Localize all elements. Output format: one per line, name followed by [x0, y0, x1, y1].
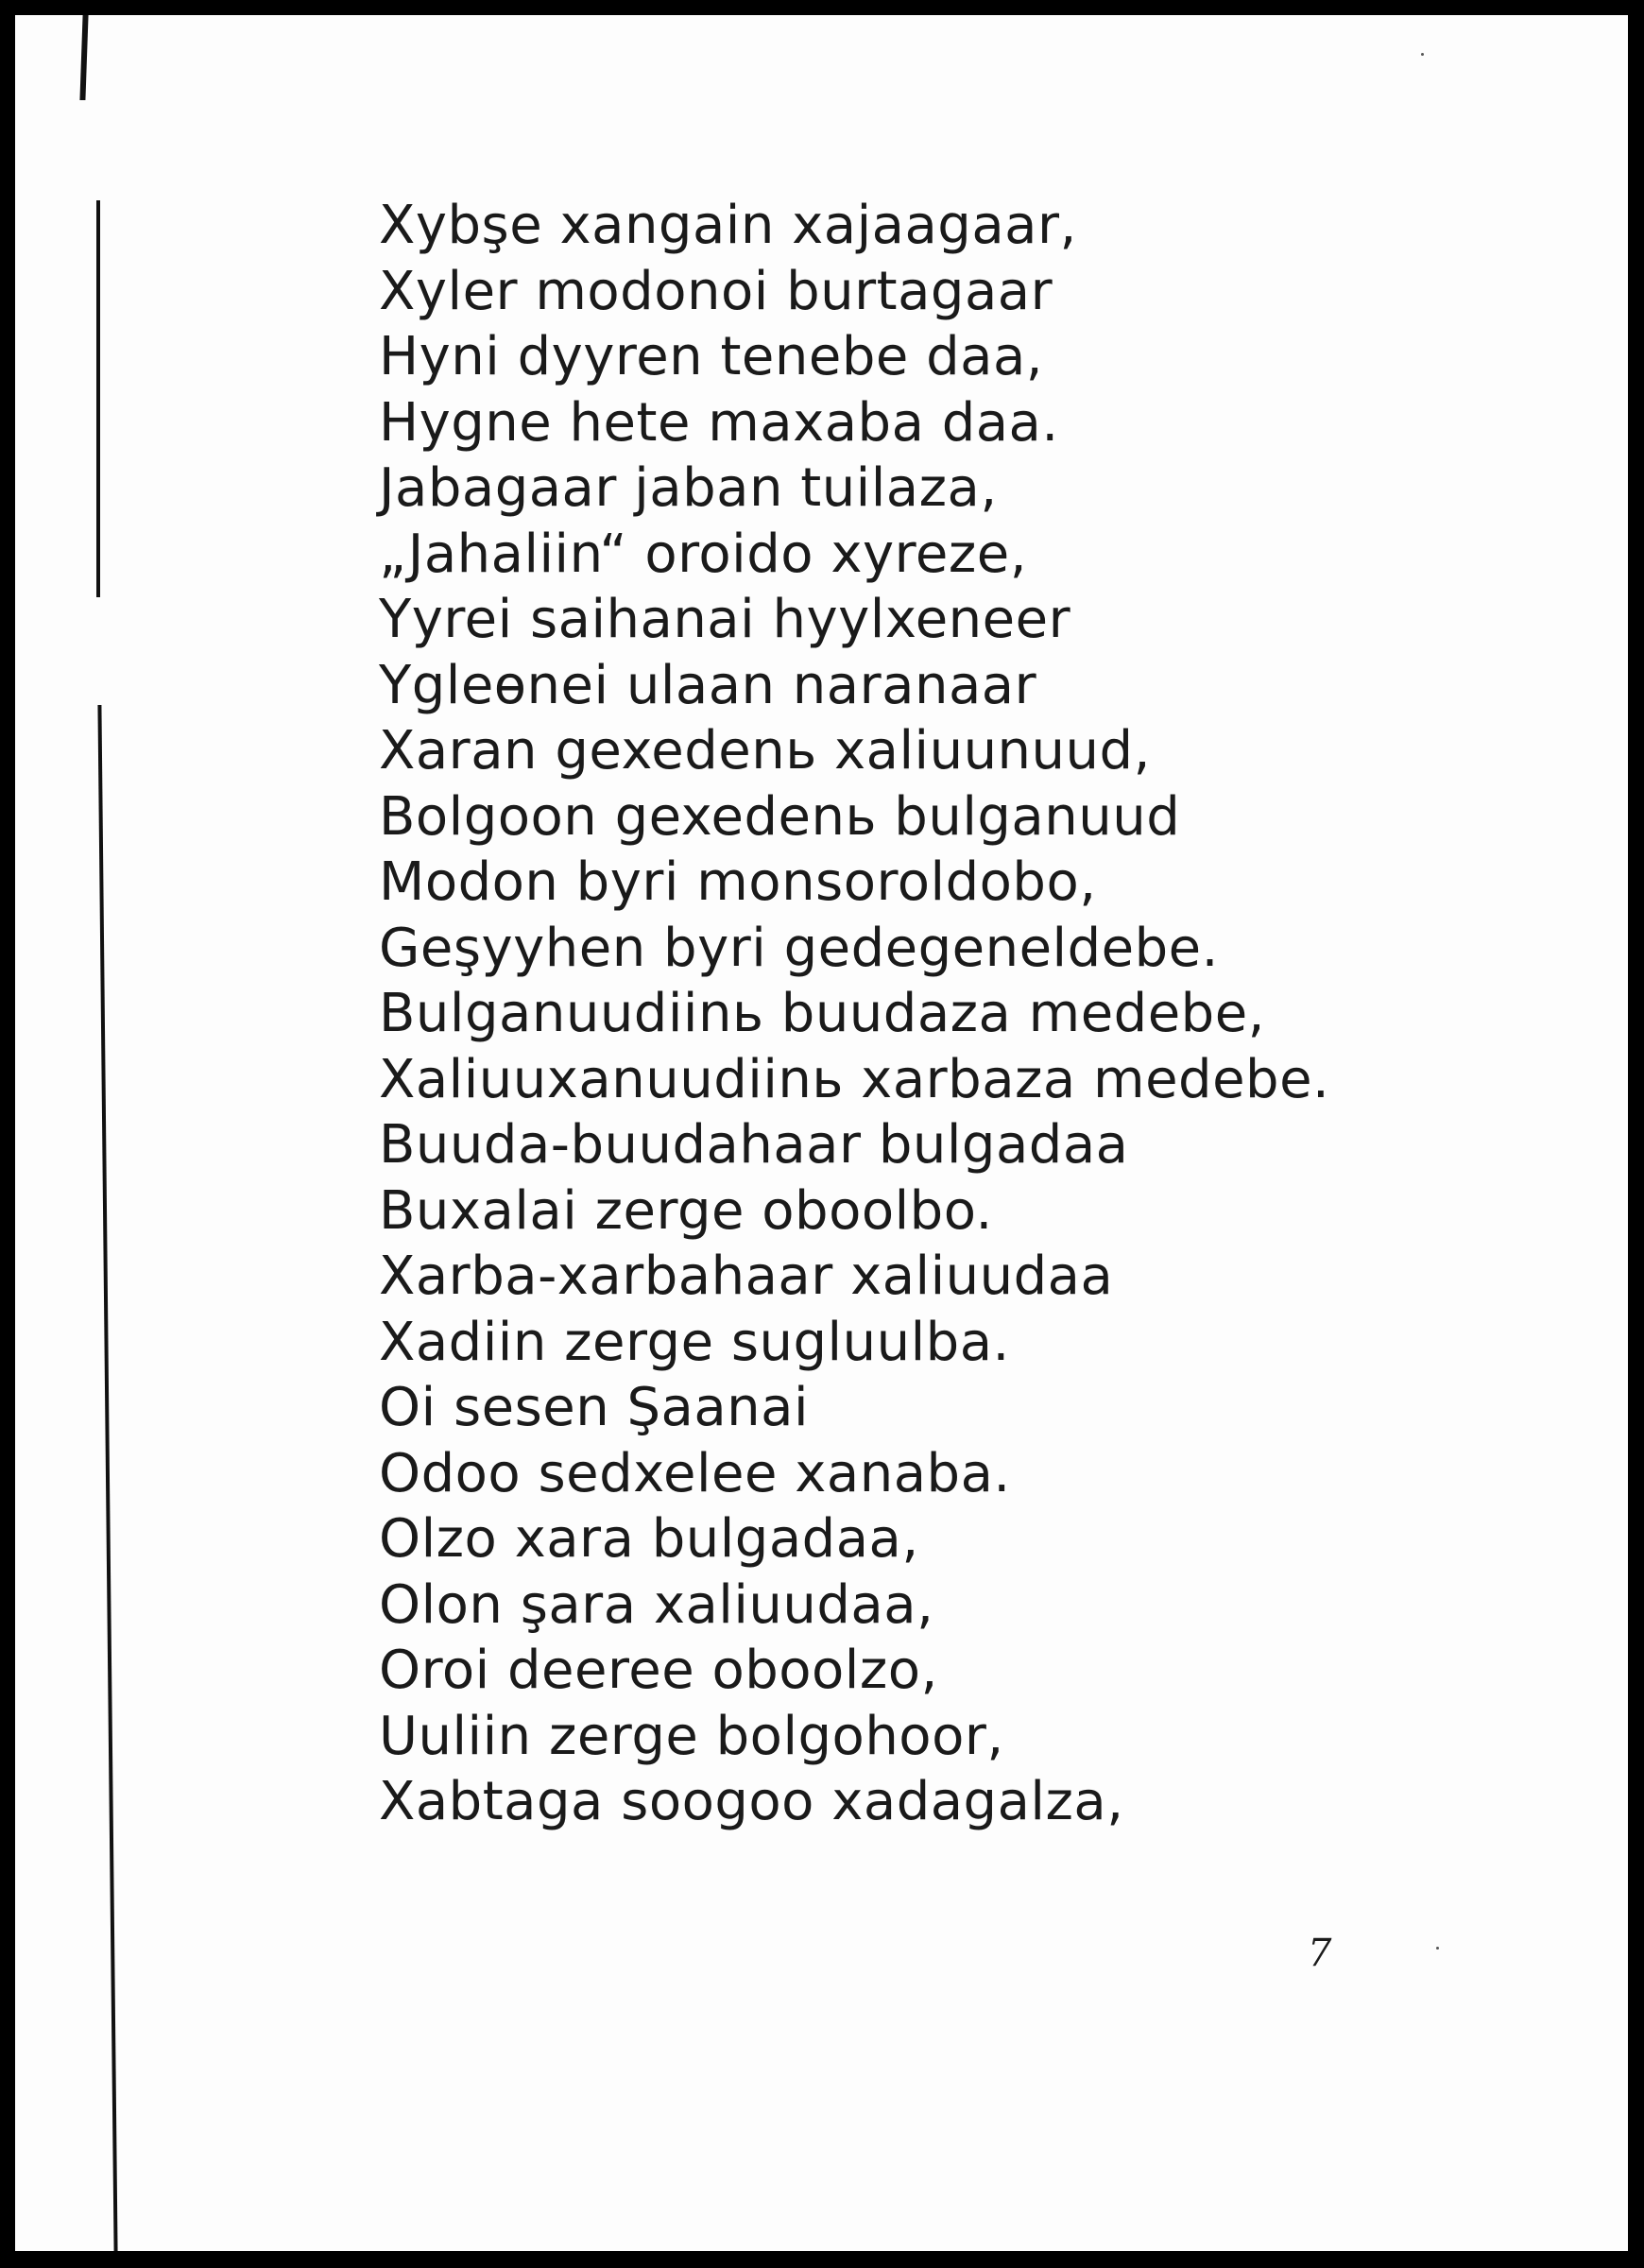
poem-line: Geşyyhen byri gedegeneldebe. — [379, 917, 1219, 979]
scanned-page — [15, 15, 1628, 2251]
poem-line: Xyler modonoi burtagaar — [379, 260, 1053, 322]
poem-line: Hygne hete maxaba daa. — [379, 391, 1059, 454]
page-number: 7 — [1308, 1932, 1332, 1975]
poem-line: Odoo sedxelee xanaba. — [379, 1442, 1011, 1504]
poem-line: Xarba-xarbahaar xaliuudaa — [379, 1246, 1114, 1307]
poem-line: Xadiin zerge sugluulba. — [379, 1311, 1010, 1373]
edge-shadow — [96, 200, 100, 597]
poem-line: Buuda-buudahaar bulgadaa — [379, 1114, 1129, 1176]
poem-line: Oi sesen Şaanai — [379, 1377, 810, 1438]
poem-line: Bolgoon gexedenь bulganuud — [379, 785, 1181, 848]
poem-line: Yyrei saihanai hyylxeneer — [379, 589, 1071, 650]
poem-line: Hyni dyyren tenebe daa, — [379, 326, 1044, 387]
edge-shadow — [97, 705, 117, 2251]
poem-line: Olon şara xaliuudaa, — [379, 1573, 934, 1636]
poem-line: Buxalai zerge oboolbo. — [379, 1179, 993, 1242]
poem-line: Xaran gexedenь xaliuunuud, — [379, 720, 1151, 782]
poem-line: Xabtaga soogoo xadagalza, — [379, 1771, 1124, 1832]
binding-mark — [79, 15, 88, 100]
poem-line: Olzo xara bulgadaa, — [379, 1508, 919, 1570]
poem-line: Bulganuudiinь buudaza medebe, — [379, 983, 1265, 1044]
poem-line: Oroi deeree oboolzo, — [379, 1640, 938, 1701]
scan-speck — [1436, 1947, 1439, 1950]
poem-line: Modon byri monsoroldobo, — [379, 851, 1097, 913]
poem-line: Ygleөnei ulaan naranaar — [379, 654, 1037, 716]
poem-line: Xaliuuxanuudiinь xarbaza medebe. — [379, 1048, 1330, 1110]
scan-speck — [1421, 53, 1424, 56]
poem-text — [379, 193, 1329, 1835]
poem-line: Xybşe xangain xajaagaar, — [379, 195, 1077, 256]
poem-line: Uuliin zerge bolgohoor, — [379, 1705, 1004, 1767]
poem-line: Jabagaar jaban tuilaza, — [379, 457, 998, 519]
poem-line: „Jahaliin“ oroido xyreze, — [379, 523, 1028, 585]
